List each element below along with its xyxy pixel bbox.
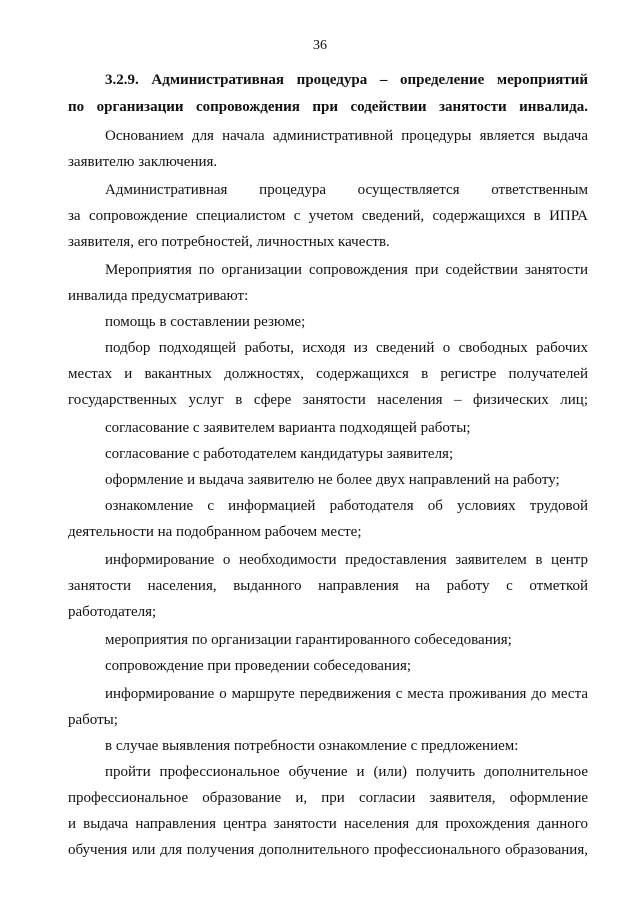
list-item-line: местах и вакантных должностях, содержащихся в регистре получателей bbox=[68, 366, 588, 382]
list-item-line: деятельности на подобранном рабочем месте; bbox=[68, 524, 362, 540]
paragraph-line: заявителя, его потребностей, личностных качеств. bbox=[68, 234, 390, 250]
list-item-line: помощь в составлении резюме; bbox=[105, 314, 306, 330]
list-item-line: и выдача направления центра занятости населения для прохождения данного bbox=[68, 816, 588, 832]
list-item-line: пройти профессиональное обучение и (или) получить дополнительное bbox=[105, 764, 588, 780]
list-item-line: ознакомление с информацией работодателя об условиях трудовой bbox=[105, 498, 588, 514]
list-item-line: сопровождение при проведении собеседования; bbox=[105, 658, 412, 674]
paragraph-line: Основанием для начала административной процедуры является выдача bbox=[105, 128, 588, 144]
paragraph-line: Административная процедура осуществляется ответственным bbox=[105, 182, 588, 198]
list-item-line: информирование о маршруте передвижения с места проживания до места bbox=[105, 686, 588, 702]
paragraph-line: инвалида предусматривают: bbox=[68, 288, 249, 304]
list-item-line: работодателя; bbox=[68, 604, 157, 620]
list-item-line: государственных услуг в сфере занятости населения – физических лиц; bbox=[68, 392, 588, 408]
paragraph-line: за сопровождение специалистом с учетом сведений, содержащихся в ИПРА bbox=[68, 208, 588, 224]
list-item-line: работы; bbox=[68, 712, 118, 728]
paragraph-line: заявителю заключения. bbox=[68, 154, 218, 170]
paragraph-line: Мероприятия по организации сопровождения при содействии занятости bbox=[105, 262, 588, 278]
section-heading-line-2: по организации сопровождения при содействии занятости инвалида. bbox=[68, 99, 588, 115]
page-number: 36 bbox=[313, 38, 327, 53]
list-item-line: информирование о необходимости предоставления заявителем в центр bbox=[105, 552, 588, 568]
list-item-line: профессиональное образование и, при согласии заявителя, оформление bbox=[68, 790, 588, 806]
list-item-line: подбор подходящей работы, исходя из сведений о свободных рабочих bbox=[105, 340, 588, 356]
list-item-line: оформление и выдача заявителю не более двух направлений на работу; bbox=[105, 472, 560, 488]
list-item-line: обучения или для получения дополнительного профессионального образования, bbox=[68, 842, 588, 858]
list-item-line: в случае выявления потребности ознакомление с предложением: bbox=[105, 738, 519, 754]
list-item-line: занятости населения, выданного направления на работу с отметкой bbox=[68, 578, 588, 594]
list-item-line: согласование с заявителем варианта подходящей работы; bbox=[105, 420, 471, 436]
list-item-line: согласование с работодателем кандидатуры заявителя; bbox=[105, 446, 454, 462]
section-heading-line-1: 3.2.9. Административная процедура – определение мероприятий bbox=[105, 72, 588, 88]
list-item-line: мероприятия по организации гарантированного собеседования; bbox=[105, 632, 512, 648]
